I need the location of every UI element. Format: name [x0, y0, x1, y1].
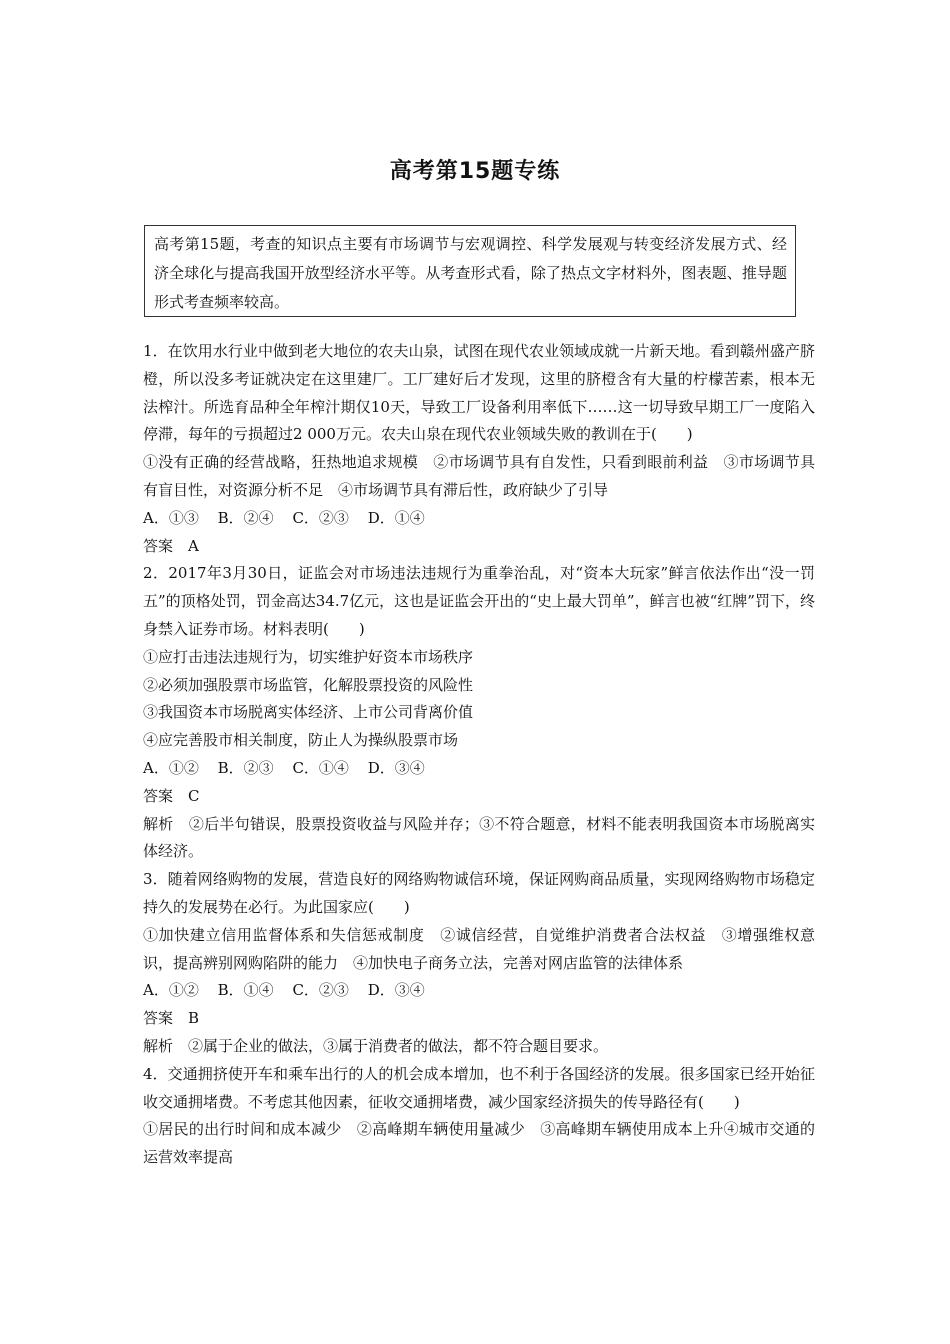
option-b: B．②④	[217, 508, 274, 527]
question-stem: 4．交通拥挤使开车和乘车出行的人的机会成本增加，也不利于各国经济的发展。很多国家已经开始征收交通拥堵费。不考虑其他因素，征收交通拥堵费，减少国家经济损失的传导路径有( )	[143, 1064, 815, 1111]
answer-options	[143, 505, 815, 533]
question-3	[143, 866, 815, 1061]
question-2	[143, 560, 815, 866]
option-c: C．①④	[292, 758, 349, 777]
answer-options	[143, 977, 815, 1005]
intro-box	[144, 225, 796, 317]
analysis-line: 解析 ②属于企业的做法，③属于消费者的做法，都不符合题目要求。	[143, 1036, 609, 1055]
question-item: ①应打击违法违规行为，切实维护好资本市场秩序	[143, 647, 474, 666]
question-item: ①居民的出行时间和成本减少 ②高峰期车辆使用量减少 ③高峰期车辆使用成本上升④城市交通的运营效率提高	[143, 1120, 815, 1167]
option-d: D．①④	[367, 508, 425, 527]
question-4	[143, 1061, 815, 1172]
option-d: D．③④	[367, 981, 425, 1000]
question-list	[143, 338, 815, 1172]
question-stem: 1．在饮用水行业中做到老大地位的农夫山泉，试图在现代农业领域成就一片新天地。看到赣州盛产脐橙，所以没多考证就决定在这里建厂。工厂建好后才发现，这里的脐橙含有大量的柠檬苦素，根本无法榨汁。所选育品种全年榨汁期仅10天，导致工厂设备利用率低下……这一切导致早期工厂一度陷入停滞，每年的亏损超过2 000万元。农夫山泉在现代农业领域失败的教训在于( )	[143, 342, 815, 444]
analysis-line: 解析 ②后半句错误，股票投资收益与风险并存；③不符合题意，材料不能表明我国资本市场脱离实体经济。	[143, 814, 815, 861]
question-item: ③我国资本市场脱离实体经济、上市公司背离价值	[143, 703, 474, 722]
answer-line: 答案 B	[143, 1009, 200, 1028]
question-item: ①没有正确的经营战略，狂热地追求规模 ②市场调节具有自发性，只看到眼前利益 ③市场调节具有盲目性，对资源分析不足 ④市场调节具有滞后性，政府缺少了引导	[143, 453, 815, 499]
question-item: ②必须加强股票市场监管，化解股票投资的风险性	[143, 675, 474, 694]
answer-line: 答案 A	[143, 536, 199, 555]
question-item: ①加快建立信用监督体系和失信惩戒制度 ②诚信经营，自觉维护消费者合法权益 ③增强维权意识，提高辨别网购陷阱的能力 ④加快电子商务立法，完善对网店监管的法律体系	[143, 925, 815, 972]
option-a: A．①③	[143, 508, 199, 527]
question-stem: 3．随着网络购物的发展，营造良好的网络购物诚信环境，保证网购商品质量，实现网络购物市场稳定持久的发展势在必行。为此国家应( )	[143, 870, 815, 916]
answer-line: 答案 C	[143, 786, 200, 805]
option-b: B．①④	[217, 981, 274, 1000]
option-b: B．②③	[217, 758, 274, 777]
question-1	[143, 338, 815, 560]
option-a: A．①②	[143, 758, 199, 777]
page-title: 高考第15题专练	[389, 159, 561, 184]
option-d: D．③④	[367, 758, 425, 777]
option-c: C．②③	[292, 981, 349, 1000]
answer-options	[143, 755, 815, 783]
intro-text: 高考第15题，考查的知识点主要有市场调节与宏观调控、科学发展观与转变经济发展方式、经济全球化与提高我国开放型经济水平等。从考查形式看，除了热点文字材料外，图表题、推导题形式考查频率较高。	[154, 235, 787, 311]
question-stem: 2．2017年3月30日，证监会对市场违法违规行为重拳治乱，对“资本大玩家”鲜言依法作出“没一罚五”的顶格处罚，罚金高达34.7亿元，这也是证监会开出的“史上最大罚单”，鲜言也被“红牌”罚下，终身禁入证券市场。材料表明( )	[143, 564, 815, 638]
question-item: ④应完善股市相关制度，防止人为操纵股票市场	[143, 731, 459, 750]
option-c: C．②③	[292, 508, 349, 527]
option-a: A．①②	[143, 981, 199, 1000]
